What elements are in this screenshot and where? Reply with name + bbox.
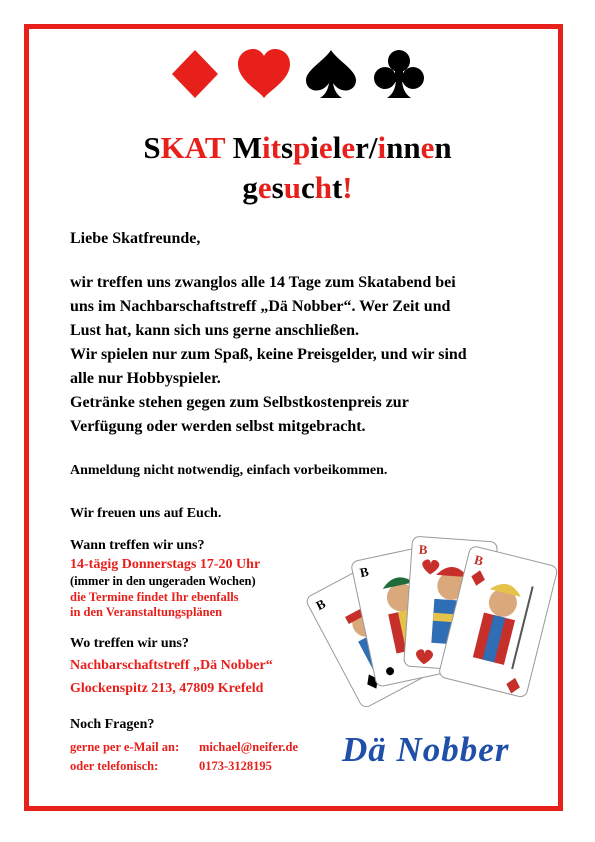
svg-text:B: B <box>358 563 370 581</box>
heart-icon <box>236 48 292 100</box>
when-question: Wann treffen wir uns? <box>70 538 205 553</box>
svg-text:B: B <box>472 551 485 569</box>
where-question: Wo treffen wir uns? <box>70 636 189 651</box>
when-note: (immer in den ungeraden Wochen) <box>70 574 256 588</box>
headline-line-1: SKAT Mitspieler/innen <box>143 130 452 165</box>
body-line: uns im Nachbarschaftstreff „Dä Nobber“. Wer Zeit und <box>70 298 451 315</box>
registration-note: Anmeldung nicht notwendig, einfach vorbeikommen. <box>70 463 388 478</box>
when-dates-line-2: in den Veranstaltungsplänen <box>70 605 223 619</box>
playing-cards-illustration <box>315 525 555 705</box>
body-line: Verfügung oder werden selbst mitgebracht. <box>70 418 366 435</box>
when-dates-line-1: die Termine findet Ihr ebenfalls <box>70 590 239 604</box>
where-place: Nachbarschaftstreff „Dä Nobber“ <box>70 658 273 673</box>
logo-dae-nobber: Dä Nobber <box>342 730 510 769</box>
svg-text:B: B <box>313 595 328 614</box>
where-address: Glockenspitz 213, 47809 Krefeld <box>70 681 264 696</box>
body-line: alle nur Hobbyspieler. <box>70 370 221 387</box>
closing-line: Wir freuen uns auf Euch. <box>70 506 222 521</box>
body-line: Wir spielen nur zum Spaß, keine Preisgelder, und wir sind <box>70 346 467 363</box>
card-suits <box>170 48 430 100</box>
spade-icon <box>304 48 358 100</box>
greeting: Liebe Skatfreunde, <box>70 230 201 247</box>
club-icon <box>370 48 428 100</box>
diamond-icon <box>170 48 220 100</box>
body-line: wir treffen uns zwanglos alle 14 Tage zum Skatabend bei <box>70 274 456 291</box>
body-line: Lust hat, kann sich uns gerne anschließen. <box>70 322 359 339</box>
contact-email-label: gerne per e-Mail an: <box>70 740 180 754</box>
svg-text:B: B <box>418 541 429 558</box>
contact-phone-label: oder telefonisch: <box>70 759 159 773</box>
contact-phone[interactable]: 0173-3128195 <box>199 759 272 773</box>
contact-email[interactable]: michael@neifer.de <box>199 740 298 754</box>
when-schedule: 14-tägig Donnerstags 17-20 Uhr <box>70 557 261 572</box>
headline-line-2: gesucht! <box>242 170 353 205</box>
contact-question: Noch Fragen? <box>70 717 155 732</box>
body-line: Getränke stehen gegen zum Selbstkostenpreis zur <box>70 394 409 411</box>
